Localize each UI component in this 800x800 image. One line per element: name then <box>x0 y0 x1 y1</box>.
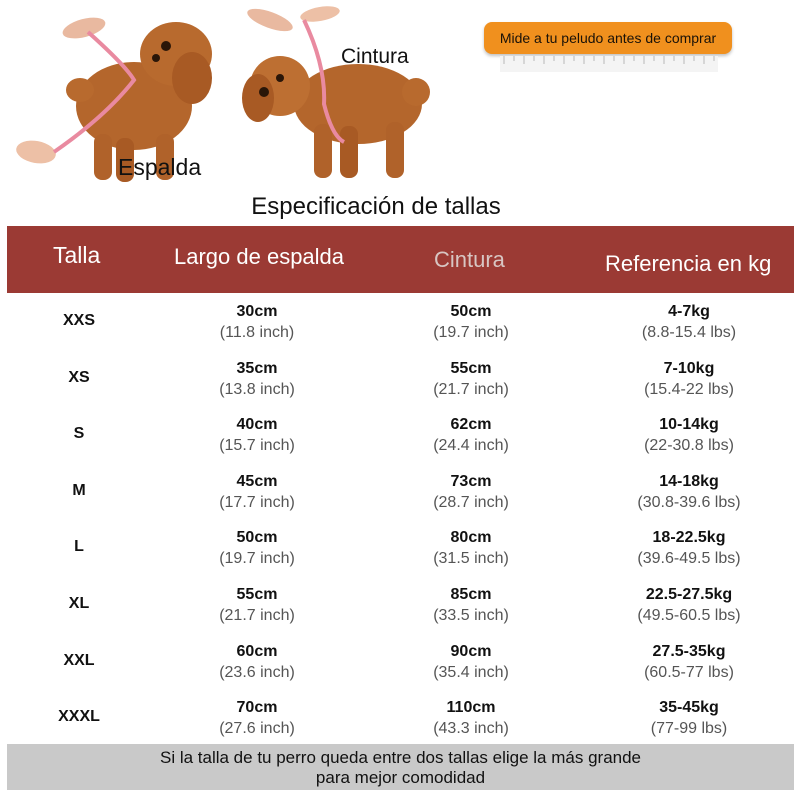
weight-kg: 35-45kg <box>659 699 719 717</box>
weight-cell <box>599 528 779 570</box>
size-cell: XXL <box>63 651 95 669</box>
waist-inch: (28.7 inch) <box>433 493 509 511</box>
weight-lbs: (30.8-39.6 lbs) <box>637 493 741 511</box>
weight-kg: 4-7kg <box>668 303 710 320</box>
waist-cm: 73cm <box>450 472 492 490</box>
weight-lbs: (8.8-15.4 lbs) <box>641 324 737 341</box>
size-chart-title: Especificación de tallas <box>251 193 501 220</box>
weight-cell <box>599 585 779 627</box>
size-cell: XXS <box>62 312 96 329</box>
waist-cell <box>381 642 561 684</box>
size-cell: XS <box>68 368 90 386</box>
table-header <box>7 226 794 293</box>
back-inch: (27.6 inch) <box>219 720 295 738</box>
weight-lbs: (15.4-22 lbs) <box>644 380 734 398</box>
table-row <box>7 296 794 353</box>
size-cell: S <box>73 425 85 443</box>
measure-advice-badge: Mide a tu peludo antes de comprar <box>484 22 732 54</box>
back-cell <box>167 528 347 570</box>
size-cell: M <box>72 481 86 499</box>
back-cell <box>167 698 347 740</box>
waist-inch: (21.7 inch) <box>433 380 509 398</box>
back-inch: (13.8 inch) <box>219 380 295 398</box>
waist-cm: 50cm <box>450 303 492 320</box>
waist-inch: (19.7 inch) <box>433 324 509 341</box>
header-weight: Referencia en kg <box>605 251 772 276</box>
weight-kg: 27.5-35kg <box>652 642 726 660</box>
weight-cell <box>599 698 779 740</box>
waist-cm: 85cm <box>450 585 492 603</box>
waist-cell <box>381 359 561 401</box>
weight-lbs: (39.6-49.5 lbs) <box>637 550 741 568</box>
size-cell: L <box>74 538 84 556</box>
back-cm: 50cm <box>236 529 278 547</box>
table-row <box>7 692 794 749</box>
back-cm: 45cm <box>236 472 278 490</box>
table-row <box>7 466 794 523</box>
back-cm: 55cm <box>236 585 278 603</box>
back-cm: 35cm <box>236 359 278 377</box>
back-inch: (21.7 inch) <box>219 606 295 624</box>
waist-cm: 110cm <box>446 699 496 717</box>
header-back-length: Largo de espalda <box>174 244 345 269</box>
size-cell: XL <box>68 594 90 612</box>
back-cell <box>167 302 347 344</box>
waist-cell <box>381 415 561 457</box>
weight-lbs: (22-30.8 lbs) <box>644 437 734 455</box>
table-row <box>7 579 794 636</box>
footer-line-2: para mejor comodidad <box>315 768 486 787</box>
waist-inch: (33.5 inch) <box>433 606 509 624</box>
weight-cell <box>599 642 779 684</box>
header-size: Talla <box>53 242 101 268</box>
waist-inch: (24.4 inch) <box>433 437 509 455</box>
header-waist: Cintura <box>434 247 505 272</box>
back-inch: (15.7 inch) <box>219 437 295 455</box>
back-cell <box>167 415 347 457</box>
weight-cell <box>599 415 779 457</box>
back-inch: (11.8 inch) <box>219 324 295 341</box>
back-cell <box>167 642 347 684</box>
weight-lbs: (77-99 lbs) <box>650 720 728 738</box>
waist-cm: 62cm <box>450 416 492 434</box>
waist-cm: 80cm <box>450 529 492 547</box>
size-advice-footer <box>7 744 794 790</box>
back-inch: (17.7 inch) <box>219 493 295 511</box>
back-cell <box>167 472 347 514</box>
back-label: Espalda <box>118 154 202 180</box>
weight-kg: 18-22.5kg <box>652 529 726 547</box>
size-cell: XXXL <box>58 708 100 726</box>
weight-kg: 10-14kg <box>659 416 719 434</box>
dog-waist-measure-photo <box>240 6 430 186</box>
waist-cell <box>381 302 561 344</box>
waist-label: Cintura <box>341 45 409 68</box>
weight-kg: 14-18kg <box>659 472 719 490</box>
back-cell <box>167 585 347 627</box>
back-cm: 30cm <box>236 303 278 320</box>
waist-inch: (35.4 inch) <box>433 663 509 681</box>
waist-cell <box>381 472 561 514</box>
waist-cm: 90cm <box>450 642 492 660</box>
table-row <box>7 522 794 579</box>
weight-lbs: (49.5-60.5 lbs) <box>637 606 741 624</box>
weight-cell <box>599 472 779 514</box>
back-cm: 60cm <box>236 642 278 660</box>
waist-inch: (31.5 inch) <box>433 550 509 568</box>
waist-cell <box>381 528 561 570</box>
weight-cell <box>599 302 779 344</box>
footer-line-1: Si la talla de tu perro queda entre dos tallas elige la más grande <box>159 748 642 767</box>
back-cm: 70cm <box>236 699 278 717</box>
back-cm: 40cm <box>236 416 278 434</box>
table-row <box>7 636 794 693</box>
waist-cm: 55cm <box>450 359 492 377</box>
waist-inch: (43.3 inch) <box>433 720 509 738</box>
size-table-body <box>7 296 794 749</box>
back-inch: (19.7 inch) <box>219 550 295 568</box>
waist-cell <box>381 585 561 627</box>
weight-cell <box>599 359 779 401</box>
weight-lbs: (60.5-77 lbs) <box>644 663 734 681</box>
table-row <box>7 353 794 410</box>
table-row <box>7 409 794 466</box>
weight-kg: 7-10kg <box>663 359 715 377</box>
weight-kg: 22.5-27.5kg <box>645 585 733 603</box>
waist-cell <box>381 698 561 740</box>
back-cell <box>167 359 347 401</box>
back-inch: (23.6 inch) <box>219 663 295 681</box>
ruler-icon <box>500 56 718 72</box>
